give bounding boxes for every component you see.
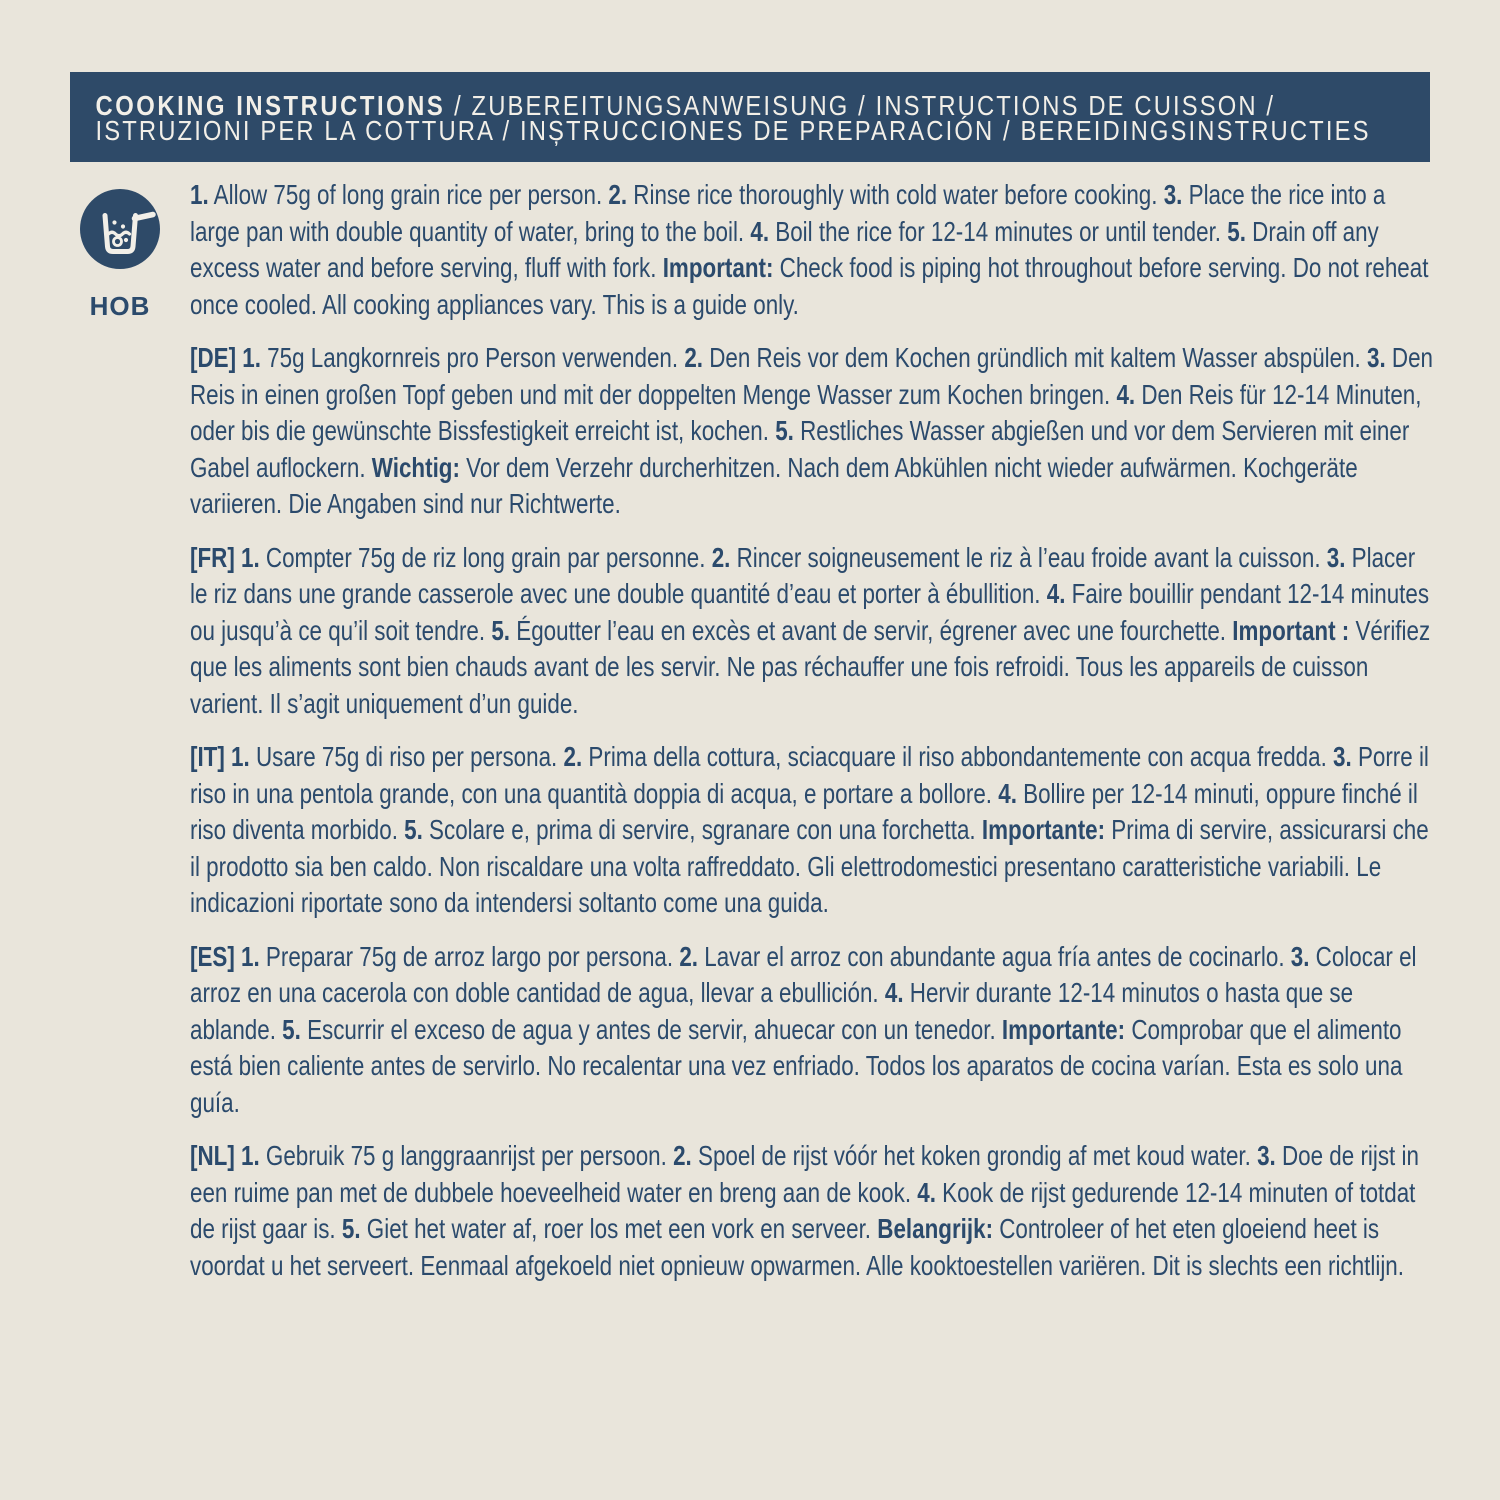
- instruction-paragraph-de: [DE] 1. 75g Langkornreis pro Person verwenden. 2. Den Reis vor dem Kochen gründlich mit kaltem Wasser abspülen. 3. Den Reis in einen großen Topf geben und mit der doppelten Menge Wasser zum Kochen bringen. 4. Den Reis für 12-14 Minuten, oder bis die gewünschte Bissfestigkeit erreicht ist, kochen. 5. Restliches Wasser abgießen und vor dem Servieren mit einer Gabel auflockern. Wichtig: Vor dem Verzehr durcherhitzen. Nach dem Abkühlen nicht wieder aufwärmen. Kochgeräte variieren. Die Angaben sind nur Richtwerte.: [190, 342, 1434, 519]
- header-title: [70, 72, 1396, 146]
- hob-label: HOB: [89, 291, 151, 321]
- hob-icon-badge: [80, 189, 160, 269]
- header-line-2: ISTRUZIONI PER LA COTTURA / INȘTRUCCIONES DE PREPARACIÓN / BEREIDINGSINSTRUCTIES: [95, 115, 1371, 146]
- instruction-paragraph-es: [ES] 1. Preparar 75g de arroz largo por persona. 2. Lavar el arroz con abundante agua fría antes de cocinarlo. 3. Colocar el arroz en una cacerola con doble cantidad de agua, llevar a ebullición. 4. Hervir durante 12-14 minutos o hasta que se ablande. 5. Escurrir el exceso de agua y antes de servir, ahuecar con un tenedor. Importante: Comprobar que el alimento está bien caliente antes de servirlo. No recalentar una vez enfriado. Todos los aparatos de cocina varían. Esta es solo una guía.: [190, 940, 1417, 1118]
- instruction-paragraph-fr: [FR] 1. Compter 75g de riz long grain par personne. 2. Rincer soigneusement le riz à l’eau froide avant la cuisson. 3. Placer le riz dans une grande casserole avec une double quantité d’eau et porter à ébullition. 4. Faire bouillir pendant 12-14 minutes ou jusqu’à ce qu’il soit tendre. 5. Égoutter l’eau en excès et avant de servir, égrener avec une fourchette. Important : Vérifiez que les aliments sont bien chauds avant de les servir. Ne pas réchauffer une fois refroidi. Tous les appareils de cuisson varient. Il s’agit uniquement d’un guide.: [190, 541, 1431, 719]
- instruction-paragraph-nl: [NL] 1. Gebruik 75 g langgraanrijst per persoon. 2. Spoel de rijst vóór het koken grondig af met koud water. 3. Doe de rijst in een ruime pan met de dubbele hoeveelheid water en breng aan de kook. 4. Kook de rijst gedurende 12-14 minuten of totdat de rijst gaar is. 5. Giet het water af, roer los met een vork en serveer. Belangrijk: Controleer of het eten gloeiend heet is voordat u het serveert. Eenmaal afgekoeld niet opnieuw opwarmen. Alle kooktoestellen variëren. Dit is slechts een richtlijn.: [190, 1140, 1419, 1281]
- header-line-1: COOKING INSTRUCTIONS / ZUBEREITUNGSANWEISUNG / INSTRUCTIONS DE CUISSON /: [95, 90, 1276, 121]
- hob-pan-icon: [80, 189, 160, 269]
- header-bar: [70, 72, 1430, 162]
- instructions-text: [190, 177, 1437, 1301]
- instruction-paragraph-it: [IT] 1. Usare 75g di riso per persona. 2. Prima della cottura, sciacquare il riso abbondantemente con acqua fredda. 3. Porre il riso in una pentola grande, con una quantità doppia di acqua, e portare a bollore. 4. Bollire per 12-14 minuti, oppure finché il riso diventa morbido. 5. Scolare e, prima di servire, sgranare con una forchetta. Importante: Prima di servire, assicurarsi che il prodotto sia ben caldo. Non riscaldare una volta raffreddato. Gli elettrodomestici presentano caratteristiche variabili. Le indicazioni riportate sono da intendersi soltanto come una guida.: [190, 741, 1429, 918]
- instruction-paragraph-en: 1. Allow 75g of long grain rice per person. 2. Rinse rice thoroughly with cold water before cooking. 3. Place the rice into a large pan with double quantity of water, bring to the boil. 4. Boil the rice for 12-14 minutes or until tender. 5. Drain off any excess water and before serving, fluff with fork. Important: Check food is piping hot throughout before serving. Do not reheat once cooled. All cooking appliances vary. This is a guide only.: [190, 179, 1429, 320]
